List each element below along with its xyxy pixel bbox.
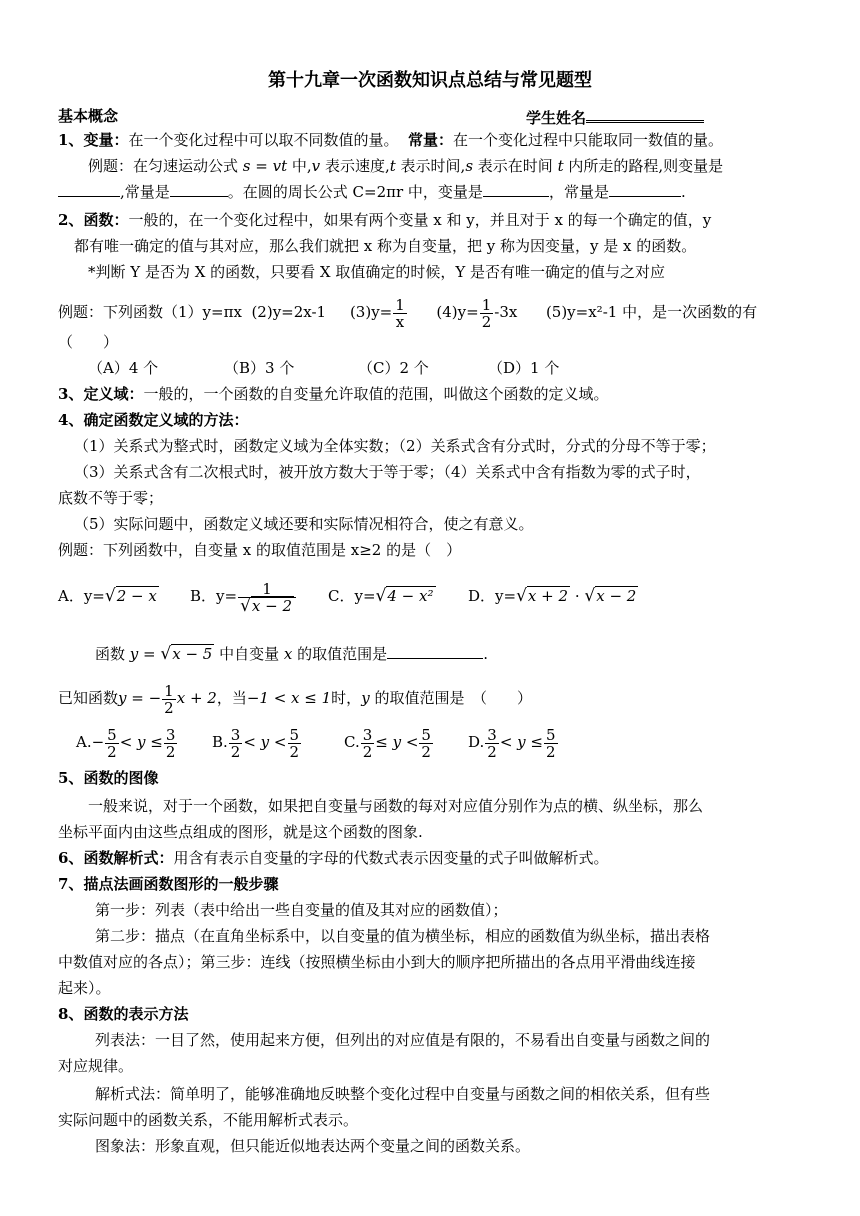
s5-line-1: 一般来说，对于一个函数，如果把自变量与函数的每对对应值分别作为点的横、纵坐标，那么 (88, 797, 704, 815)
s4-line-2: （3）关系式含有二次根式时，被开放方数大于等于零；（4）关系式中含有指数为零的式子时， (74, 463, 701, 481)
s6-definition: 6、函数解析式：用含有表示自变量的字母的代数式表示因变量的式子叫做解析式。 (58, 849, 609, 867)
s8-line-5: 图象法：形象直观，但只能近似地表达两个变量之间的函数关系。 (95, 1137, 531, 1155)
answer-blank[interactable] (609, 182, 681, 197)
s8-line-2: 对应规律。 (58, 1057, 134, 1075)
option-b[interactable]: B．y= $\frac{1}{√x - 2}$ (190, 576, 297, 616)
option-d[interactable]: （D）1 个 (488, 359, 560, 377)
option-c[interactable]: C. $\frac{3}{2}$ ≤ y < $\frac{5}{2}$ (344, 725, 431, 761)
student-name-blank[interactable] (586, 106, 704, 123)
section-label: 基本概念 (58, 107, 119, 125)
s7-line-3: 中数值对应的各点）；第三步：连线（按照横坐标由小到大的顺序把所描出的各点用平滑曲线连接 (58, 953, 696, 971)
s4-options (58, 576, 820, 616)
s4-question-3-options (76, 722, 820, 762)
s7-line-2: 第二步：描点（在直角坐标系中，以自变量的值为横坐标，相应的函数值为纵坐标，描出表格 (95, 927, 711, 945)
s2-line-3: *判断 Y 是否为 X 的函数，只要看 X 取值确定的时候，Y 是否有唯一确定的值与之对应 (88, 263, 666, 281)
s2-line-1: 2、函数：一般的，在一个变化过程中，如果有两个变量 x 和 y，并且对于 x 的每一个确定的值，y (58, 211, 712, 229)
s1-example-2: ,常量是 。在圆的周长公式 C=2πr 中，变量是 ，常量是 . (58, 182, 820, 202)
answer-blank[interactable] (58, 182, 120, 197)
header-row (58, 106, 820, 126)
option-d[interactable]: D. $\frac{3}{2}$ < y ≤ $\frac{5}{2}$ (468, 725, 556, 761)
option-c[interactable]: （C）2 个 (358, 359, 429, 377)
option-a[interactable]: A.− $\frac{5}{2}$ < y ≤ $\frac{3}{2}$ (76, 725, 176, 761)
option-c[interactable]: C．y=√4 − x² (328, 586, 434, 606)
option-d[interactable]: D．y=√x + 2 · √x − 2 (468, 586, 637, 606)
answer-blank[interactable] (483, 182, 549, 197)
option-a[interactable]: A．y=√2 − x (58, 586, 157, 606)
s2-answer-paren: （ ） (58, 333, 119, 351)
answer-blank[interactable] (170, 182, 228, 197)
s8-heading: 8、函数的表示方法 (58, 1005, 189, 1023)
option-b[interactable]: B. $\frac{3}{2}$ < y < $\frac{5}{2}$ (212, 725, 300, 761)
s5-heading: 5、函数的图像 (58, 769, 159, 787)
s7-heading: 7、描点法画函数图形的一般步骤 (58, 875, 279, 893)
s3-definition: 3、定义域：一般的，一个函数的自变量允许取值的范围，叫做这个函数的定义域。 (58, 385, 609, 403)
student-name-label: 学生姓名 (526, 109, 587, 127)
s4-example: 例题：下列函数中，自变量 x 的取值范围是 x≥2 的是（ ） (58, 541, 462, 559)
option-a[interactable]: （A）4 个 (88, 359, 159, 377)
s4-line-3: 底数不等于零； (58, 489, 164, 507)
s1-definition: 1、变量：在一个变化过程中可以取不同数值的量。 常量：在一个变化过程中只能取同一数值的量。 (58, 131, 724, 149)
s4-question-2: 函数 y = √x − 5 中自变量 x 的取值范围是 . (95, 644, 488, 664)
s4-question-3: 已知函数y = − $\frac{1}{2}$ x + 2，当−1 < x ≤ 1时，y 的取值范围是 （ ） (58, 681, 532, 717)
page-title: 第十九章一次函数知识点总结与常见题型 (268, 70, 592, 91)
s2-example: 例题：下列函数（1）y=πx (2)y=2x-1 (3)y= $\frac{1}{x}$ (4)y= $\frac{1}{2}$ -3x (5)y=x²-1 中，是一次函数的有 (58, 295, 758, 331)
s8-line-1: 列表法：一目了然，使用起来方便，但列出的对应值是有限的，不易看出自变量与函数之间的 (95, 1031, 711, 1049)
s7-line-1: 第一步：列表（表中给出一些自变量的值及其对应的函数值）； (95, 901, 508, 919)
answer-blank[interactable] (387, 644, 483, 659)
s7-line-4: 起来）。 (58, 979, 111, 997)
s2-line-2: 都有唯一确定的值与其对应，那么我们就把 x 称为自变量，把 y 称为因变量，y 是 x 的函数。 (74, 237, 697, 255)
s5-line-2: 坐标平面内由这些点组成的图形，就是这个函数的图象. (58, 823, 423, 841)
student-name-field[interactable] (526, 106, 704, 128)
s4-heading: 4、确定函数定义域的方法： (58, 411, 249, 429)
s4-line-4: （5）实际问题中，函数定义域还要和实际情况相符合，使之有意义。 (74, 515, 534, 533)
s8-line-4: 实际问题中的函数关系，不能用解析式表示。 (58, 1111, 359, 1129)
s8-line-3: 解析式法：简单明了，能够准确地反映整个变化过程中自变量与函数之间的相依关系，但有些 (95, 1085, 711, 1103)
s4-line-1: （1）关系式为整式时，函数定义域为全体实数；（2）关系式含有分式时，分式的分母不等于零； (74, 437, 716, 455)
option-b[interactable]: （B）3 个 (224, 359, 295, 377)
s1-example-1: 例题：在匀速运动公式 s = vt 中,v 表示速度,t 表示时间,s 表示在时间 t 内所走的路程,则变量是 (88, 157, 724, 175)
